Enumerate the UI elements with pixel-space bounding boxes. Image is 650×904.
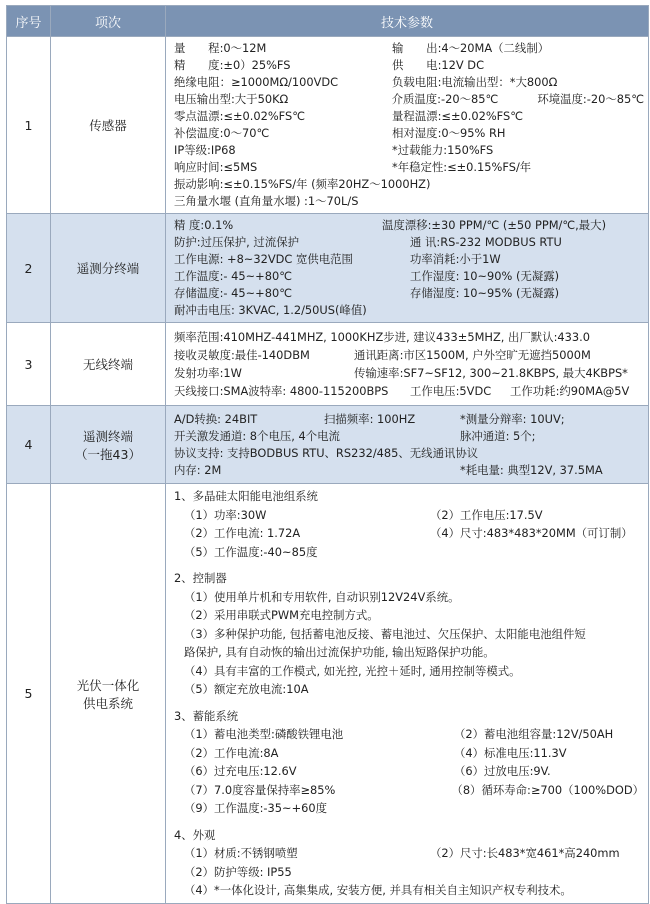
param: （2）工作电流: 1.72A (184, 526, 301, 541)
row-number: 2 (7, 214, 51, 323)
param: 脉冲通道: 5个; (460, 428, 536, 443)
param: （2）尺寸:长483*宽461*高240mm (430, 846, 620, 861)
header-row (7, 6, 649, 37)
param: *年稳定性:≤±0.15%FS/年 (392, 160, 532, 174)
row-name-line2: 供电系统 (82, 695, 133, 711)
param: 内存: 2M (174, 462, 222, 477)
param: （7）7.0度容量保持率≥85% (184, 782, 336, 797)
param: （2）采用串联式PWM充电控制方式。 (184, 608, 379, 623)
param: 存储湿度: 10~95% (无凝露) (410, 286, 560, 300)
row-name-line1: 光伏一体化 (76, 677, 140, 693)
row-name-line2: （一拖43） (75, 446, 141, 462)
row-number: 4 (7, 406, 51, 484)
param: 零点温漂:≤±0.02%FS℃ (174, 109, 306, 123)
param: *测量分辩率: 10UV; (460, 411, 565, 426)
param: 通讯距离:市区1500M, 户外空旷无遮挡5000M (354, 348, 591, 362)
param: 精 度:±0）25%FS (174, 58, 291, 72)
param: 响应时间:≤5MS (174, 160, 258, 174)
param: 精 度:0.1% (174, 218, 234, 232)
section-title: 4、外观 (174, 827, 216, 842)
param: （1）蓄电池类型:磷酸铁锂电池 (184, 727, 344, 742)
param: 绝缘电阻：≥1000MΩ/100VDC (174, 75, 339, 89)
spec-table-wrapper (6, 5, 648, 904)
param: （1）材质:不锈钢喷塑 (184, 846, 298, 861)
section-title: 1、多晶硅太阳能电池组系统 (174, 489, 318, 504)
param: 存储温度:- 45~+80℃ (174, 286, 293, 300)
row-number: 3 (7, 323, 51, 406)
param: *耗电量: 典型12V, 37.5MA (460, 462, 603, 477)
table-row (7, 323, 649, 406)
param: （5）额定充放电流:10A (184, 682, 309, 697)
param: （2）工作电流:8A (184, 745, 279, 760)
param: 环境温度:-20～85℃ (537, 92, 644, 106)
param: 振动影响:≤±0.15%FS/年 (频率20HZ～1000HZ) (174, 177, 431, 191)
param: 工作湿度: 10~90% (无凝露) (410, 269, 560, 283)
param: （4）标准电压:11.3V (454, 745, 567, 760)
param: *过载能力:150%FS (392, 143, 494, 157)
param: 介质温度:-20～85℃ (391, 92, 499, 106)
param: 温度漂移:±30 PPM/℃ (±50 PPM/℃,最大) (382, 218, 607, 232)
param: 工作电压:5VDC (410, 384, 492, 398)
param: 电压输出型:大于50KΩ (174, 92, 289, 106)
param: 传输速率:SF7~SF12, 300~21.8KBPS, 最大4KBPS* (354, 366, 628, 380)
param: （4）尺寸:483*483*20MM（可订制） (430, 526, 633, 541)
param: （9）工作温度:-35~+60度 (184, 801, 328, 816)
spec-table (6, 5, 649, 904)
param: 协议支持: 支持BODBUS RTU、RS232/485、无线通讯协议 (174, 445, 479, 460)
param: （6）过充电压:12.6V (184, 764, 297, 779)
row-name (51, 484, 166, 904)
param: （3）多种保护功能, 包括蓄电池反接、蓄电池过、欠压保护、太阳能电池组件短 (184, 626, 586, 641)
row-number: 1 (7, 37, 51, 214)
param: 路保护, 具有自动恢的输出过流保护功能, 输出短路保护功能。 (184, 645, 495, 660)
param: 功率消耗:小于1W (410, 252, 501, 266)
table-row (7, 406, 649, 484)
param: 相对湿度:0～95% RH (392, 126, 506, 140)
param: （2）防护等级: IP55 (184, 864, 292, 879)
param: （5）工作温度:-40~85度 (184, 544, 318, 559)
header-params: 技术参数 (166, 6, 649, 37)
param: 防护:过压保护, 过流保护 (174, 235, 299, 249)
param: 输 出:4～20MA（二线制） (392, 41, 550, 55)
param: （2）工作电压:17.5V (430, 507, 543, 522)
param: 频率范围:410MHZ-441MHZ, 1000KHZ步进, 建议433±5MHZ, 出厂默认:433.0 (174, 330, 591, 344)
param: 工作功耗:约90MA@5V (510, 384, 630, 398)
param: 接收灵敏度:最佳-140DBM (174, 348, 310, 362)
row-params (166, 37, 649, 214)
row-name: 传感器 (51, 37, 166, 214)
param: 天线接口:SMA波特率: 4800-115200BPS (174, 384, 389, 398)
row-name: 遥测分终端 (51, 214, 166, 323)
param: 补偿温度:0～70℃ (174, 126, 270, 140)
param: 量 程:0～12M (174, 41, 267, 55)
param: 发射功率:1W (174, 366, 242, 380)
param: 工作电源: +8~32VDC 宽供电范围 (174, 252, 353, 266)
row-params (166, 406, 649, 484)
param: 开关激发通道: 8个电压, 4个电流 (174, 428, 340, 443)
param: （2）蓄电池组容量:12V/50AH (454, 727, 614, 742)
table-row (7, 214, 649, 323)
row-number: 5 (7, 484, 51, 904)
row-name: 无线终端 (51, 323, 166, 406)
param: 扫描频率: 100HZ (324, 411, 416, 426)
row-params (166, 214, 649, 323)
row-params (166, 323, 649, 406)
row-name (51, 406, 166, 484)
param: A/D转换: 24BIT (174, 411, 258, 426)
param: 量程温漂:≤±0.02%FS℃ (392, 109, 524, 123)
param: 工作温度:- 45~+80℃ (174, 269, 293, 283)
param: 供 电:12V DC (392, 58, 485, 72)
header-no: 序号 (7, 6, 51, 37)
param: 负载电阻:电流输出型：*大800Ω (392, 75, 558, 89)
param: （6）过放电压:9V. (454, 764, 551, 779)
param: （8）循环寿命:≥700（100%DOD） (451, 782, 644, 797)
table-row (7, 37, 649, 214)
row-params (166, 484, 649, 904)
param: （1）功率:30W (184, 507, 267, 522)
param: （4）具有丰富的工作模式, 如光控, 光控＋延时, 通用控制等模式。 (184, 663, 521, 678)
header-item: 项次 (51, 6, 166, 37)
param: 耐冲击电压: 3KVAC, 1.2/50US(峰值) (174, 303, 367, 317)
param: （1）使用单片机和专用软件, 自动识别12V24V系统。 (184, 589, 460, 604)
param: IP等级:IP68 (174, 143, 236, 157)
section-title: 3、蓄能系统 (174, 708, 239, 723)
param: 通 讯:RS-232 MODBUS RTU (410, 235, 562, 249)
section-title: 2、控制器 (174, 571, 227, 586)
row-name-line1: 遥测终端 (82, 428, 133, 444)
param: 三角量水堰 (直角量水堰) :1～70L/S (174, 194, 359, 208)
param: （4）*一体化设计, 高集集成, 安装方便, 并具有相关自主知识产权专利技术。 (184, 883, 572, 898)
table-row (7, 484, 649, 904)
